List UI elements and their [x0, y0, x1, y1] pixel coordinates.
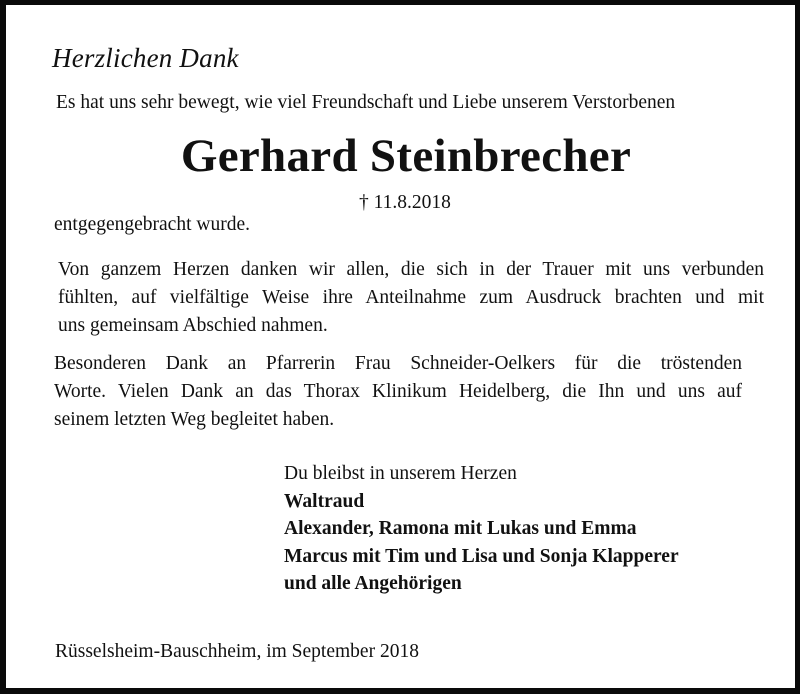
cross-icon: †	[359, 192, 369, 213]
special-thanks-paragraph	[54, 350, 742, 434]
death-date: 11.8.2018	[373, 192, 451, 213]
intro-text: Es hat uns sehr bewegt, wie viel Freundschaft und Liebe unserem Verstorbenen	[56, 92, 676, 113]
paragraph-line: Von ganzem Herzen danken wir allen, die sich in der Trauer mit uns verbunden	[58, 259, 764, 280]
closing-block	[284, 460, 679, 598]
paragraph-line: Besonderen Dank an Pfarrerin Frau Schneider-Oelkers für die tröstenden	[54, 353, 742, 374]
thanks-paragraph	[58, 256, 764, 340]
mourner-name: Marcus mit Tim und Lisa und Sonja Klapperer	[284, 545, 679, 567]
paragraph-line: fühlten, auf vielfältige Weise ihre Anteilnahme zum Ausdruck brachten und mit	[58, 287, 764, 308]
mourner-name: Waltraud	[284, 490, 365, 512]
mourner-name: und alle Angehörigen	[284, 573, 462, 594]
deceased-name: Gerhard Steinbrecher	[180, 130, 632, 182]
paragraph-line: Worte. Vielen Dank an das Thorax Klinikum Heidelberg, die Ihn und uns auf	[54, 381, 742, 402]
paragraph-line: seinem letzten Weg begleitet haben.	[54, 409, 335, 430]
place-and-date: Rüsselsheim-Bauschheim, im September 2018	[55, 641, 419, 662]
paragraph-line: uns gemeinsam Abschied nahmen.	[58, 315, 328, 336]
closing-line: Du bleibst in unserem Herzen	[284, 463, 517, 484]
notice-heading: Herzlichen Dank	[52, 43, 239, 73]
mourner-name: Alexander, Ramona mit Lukas und Emma	[284, 518, 637, 539]
death-date-line	[359, 192, 451, 214]
intro-continuation: entgegengebracht wurde.	[54, 214, 250, 235]
